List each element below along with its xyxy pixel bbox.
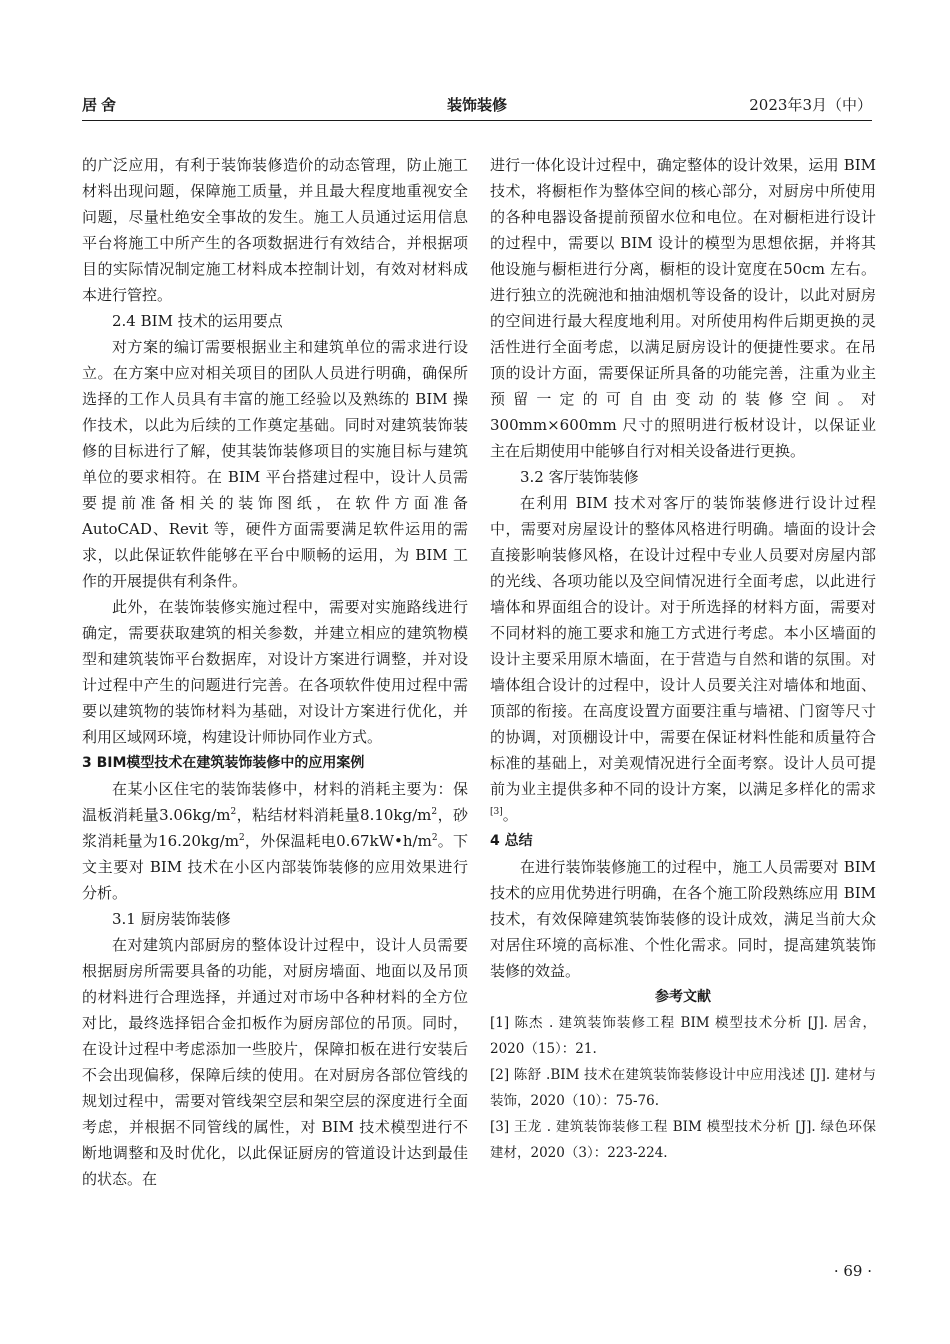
paragraph: 的广泛应用，有利于装饰装修造价的动态管理，防止施工材料出现问题，保障施工质量，并且最大程度地重视安全问题，尽量杜绝安全事故的发生。施工人员通过运用信息平台将施工中所产生的各项数据进行有效结合，并根据项目的实际情况制定施工材料成本控制计划，有效对材料成本进行管控。 bbox=[82, 156, 468, 304]
journal-name: 居舍 bbox=[82, 95, 121, 114]
reference-item: [2] 陈舒 .BIM 技术在建筑装饰装修设计中应用浅述 [J]. 建材与装饰，2020（10）：75-76. bbox=[490, 1067, 876, 1109]
reference-item: [1] 陈杰 . 建筑装饰装修工程 BIM 模型技术分析 [J]. 居舍，2020（15）：21. bbox=[490, 1015, 876, 1057]
right-column bbox=[490, 152, 876, 1166]
header-rule bbox=[82, 120, 872, 121]
superscript: 2 bbox=[238, 833, 245, 843]
heading-2-4: 2.4 BIM 技术的运用要点 bbox=[112, 312, 283, 330]
paragraph: 进行一体化设计过程中，确定整体的设计效果，运用 BIM 技术，将橱柜作为整体空间的核心部分，对厨房中所使用的各种电器设备提前预留水位和电位。在对橱柜进行设计的过程中，需要以 BIM 设计的模型为思想依据，并将其他设施与橱柜进行分离，橱柜的设计宽度在50cm 左右。进行独立的洗碗池和抽油烟机等设备的设计，以此对厨房的空间进行最大程度地利用。对所使用构件后期更换的灵活性进行全面考虑，以满足厨房设计的便捷性要求。在吊顶的设计方面，需要保证所具备的功能完善，注重为业主预留一定的可自由变动的装修空间。对 300mm×600mm 尺寸的照明进行板材设计，以保证业主在后期使用中能够自行对相关设备进行更换。 bbox=[490, 156, 876, 460]
text: 。 bbox=[502, 806, 518, 824]
paragraph: 对方案的编订需要根据业主和建筑单位的需求进行设立。在方案中应对相关项目的团队人员进行明确，确保所选择的工作人员具有丰富的施工经验以及熟练的 BIM 操作技术，以此为后续的工作奠定基础。同时对建筑装饰装修的目标进行了解，使其装饰装修项目的实施目标与建筑单位的要求相符。在 BIM 平台搭建过程中，设计人员需要提前准备相关的装饰图纸，在软件方面准备 AutoCAD、Revit 等，硬件方面需要满足软件运用的需求，以此保证软件能够在平台中顺畅的运用，为 BIM 工作的开展提供有利条件。 bbox=[82, 338, 468, 590]
text: ，粘结材料消耗量8.10kg/m bbox=[236, 806, 432, 824]
superscript: 2 bbox=[230, 807, 237, 817]
text: 。下文主要对 BIM 技术在小区内部装饰装修的应用效果进行分析。 bbox=[82, 832, 468, 902]
section-name: 装饰装修 bbox=[446, 95, 507, 114]
text: 在利用 BIM 技术对客厅的装饰装修进行设计过程中，需要对房屋设计的整体风格进行明确。墙面的设计会直接影响装修风格，在设计过程中专业人员要对房屋内部的光线、各项功能以及空间情况进行全面考虑，以此进行墙体和界面组合的设计。对于所选择的材料方面，需要对不同材料的施工要求和施工方式进行考虑。本小区墙面的设计主要采用原木墙面，在于营造与自然和谐的氛围。对墙体组合设计的过程中，设计人员要关注对墙体和地面、顶部的衔接。在高度设置方面要注重与墙裙、门窗等尺寸的协调，对顶棚设计中，需要在保证材料性能和质量符合标准的基础上，对美观情况进行全面考察。设计人员可提前为业主提供多种不同的设计方案，以满足多样化的需求 bbox=[490, 494, 876, 798]
text: ，外保温耗电0.67kW•h/m bbox=[244, 832, 432, 850]
paragraph: 在进行装饰装修施工的过程中，施工人员需要对 BIM 技术的应用优势进行明确，在各个施工阶段熟练应用 BIM 技术，有效保障建筑装饰装修的设计成效，满足当前大众对居住环境的高标准、个性化需求。同时，提高建筑装饰装修的效益。 bbox=[490, 858, 876, 980]
text: ，砂浆消耗量为16.20kg/m bbox=[82, 806, 468, 850]
superscript: 2 bbox=[431, 807, 438, 817]
paragraph bbox=[490, 490, 876, 828]
references-title: 参考文献 bbox=[655, 989, 711, 1005]
heading-3-1: 3.1 厨房装饰装修 bbox=[112, 910, 231, 928]
citation-ref: [3] bbox=[490, 807, 503, 817]
left-column bbox=[82, 152, 468, 1192]
paragraph-materials bbox=[82, 776, 468, 906]
running-header bbox=[82, 92, 872, 116]
page-number: · 69 · bbox=[833, 1262, 872, 1280]
issue-date: 2023年3月（中） bbox=[749, 95, 872, 114]
reference-item: [3] 王龙 . 建筑装饰装修工程 BIM 模型技术分析 [J]. 绿色环保建材，2020（3）：223-224. bbox=[490, 1119, 876, 1161]
heading-3: 3 BIM模型技术在建筑装饰装修中的应用案例 bbox=[82, 755, 365, 771]
superscript: 2 bbox=[431, 833, 438, 843]
heading-3-2: 3.2 客厅装饰装修 bbox=[520, 468, 639, 486]
paragraph: 此外，在装饰装修实施过程中，需要对实施路线进行确定，需要获取建筑的相关参数，并建立相应的建筑物模型和建筑装饰平台数据库，对设计方案进行调整，并对设计过程中产生的问题进行完善。在各项软件使用过程中需要以建筑物的装饰材料为基础，对设计方案进行优化，并利用区域网环境，构建设计师协同作业方式。 bbox=[82, 598, 468, 746]
heading-4: 4 总结 bbox=[490, 833, 533, 849]
paragraph: 在对建筑内部厨房的整体设计过程中，设计人员需要根据厨房所需要具备的功能，对厨房墙面、地面以及吊顶的材料进行合理选择，并通过对市场中各种材料的全方位对比，最终选择铝合金扣板作为厨房部位的吊顶。同时，在设计过程中考虑添加一些胶片，保障扣板在进行安装后不会出现偏移，保障后续的使用。在对厨房各部位管线的规划过程中，需要对管线架空层和架空层的深度进行全面考虑，并根据不同管线的属性，对 BIM 技术模型进行不断地调整和及时优化，以此保证厨房的管道设计达到最佳的状态。在 bbox=[82, 936, 468, 1188]
text: 在某小区住宅的装饰装修中，材料的消耗主要为：保温板消耗量3.06kg/m bbox=[82, 780, 468, 824]
